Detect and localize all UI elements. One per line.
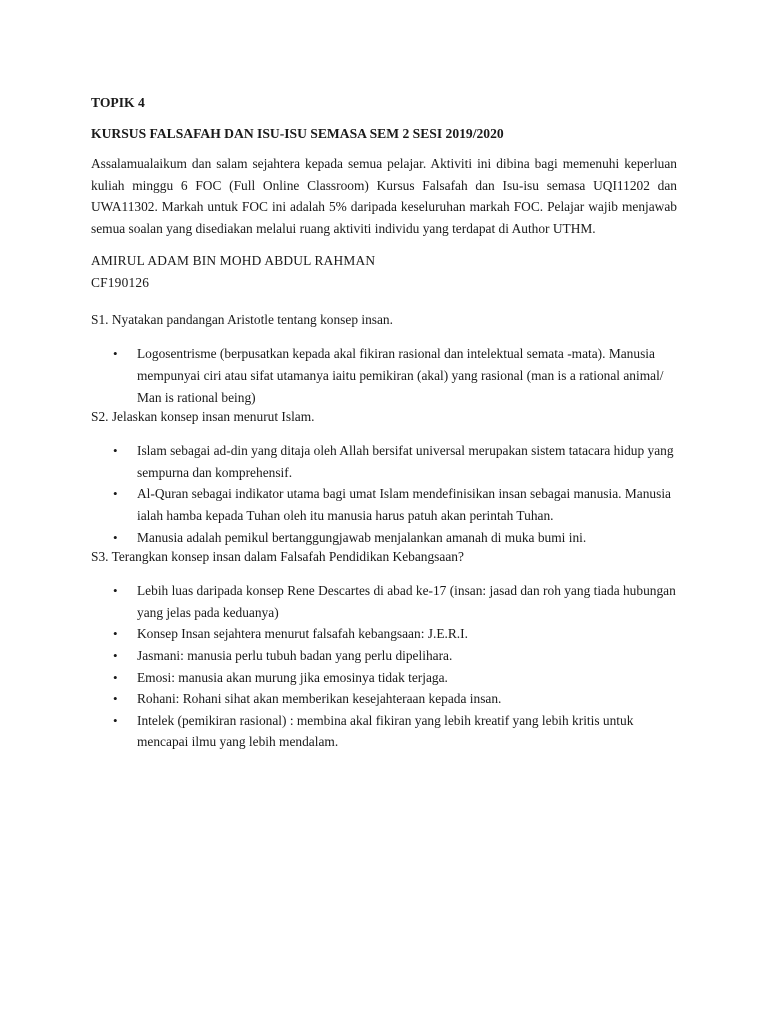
answer-item: [113, 440, 677, 483]
answer-item: [113, 667, 677, 689]
answer-item: [113, 580, 677, 623]
bullet-icon: •: [113, 691, 118, 707]
bullet-icon: •: [113, 712, 118, 728]
bullet-icon: •: [113, 647, 118, 663]
student-name: AMIRUL ADAM BIN MOHD ABDUL RAHMAN: [91, 253, 376, 269]
bullet-icon: •: [113, 529, 118, 545]
answer-text: Al-Quran sebagai indikator utama bagi umat Islam mendefinisikan insan sebagai manusia. Manusia ialah hamba kepada Tuhan oleh itu manusia harus patuh akan perintah Tuhan.: [137, 486, 671, 523]
answer-text: Rohani: Rohani sihat akan memberikan kesejahteraan kepada insan.: [137, 691, 502, 707]
bullet-icon: •: [113, 669, 118, 685]
bullet-icon: •: [113, 626, 118, 642]
answer-text: Jasmani: manusia perlu tubuh badan yang perlu dipelihara.: [137, 647, 453, 663]
answer-item: [113, 343, 677, 408]
answer-item: [113, 688, 677, 710]
course-title: KURSUS FALSAFAH DAN ISU-ISU SEMASA SEM 2 SESI 2019/2020: [91, 126, 504, 141]
answer-item: [113, 483, 677, 526]
answer-item: [113, 527, 677, 549]
student-info: [91, 250, 677, 293]
answer-text: Intelek (pemikiran rasional) : membina akal fikiran yang lebih kreatif yang lebih kritis untuk mencapai ilmu yang lebih mendalam.: [137, 712, 634, 750]
answer-item: [113, 623, 677, 645]
bullet-icon: •: [113, 346, 118, 362]
question-3: S3. Terangkan konsep insan dalam Falsafah Pendidikan Kebangsaan?: [91, 549, 464, 565]
intro-paragraph: Assalamualaikum dan salam sejahtera kepada semua pelajar. Aktiviti ini dibina bagi memenuhi keperluan kuliah minggu 6 FOC (Full Online Classroom) Kursus Falsafah dan Isu-isu semasa UQI11202 dan UWA11302. Markah untuk FOC ini adalah 5% daripada keseluruhan markah FOC. Pelajar wajib menjawab semua soalan yang disediakan melalui ruang aktiviti individu yang terdapat di Author UTHM.: [91, 156, 677, 236]
answer-text: Manusia adalah pemikul bertanggungjawab menjalankan amanah di muka bumi ini.: [137, 529, 587, 545]
answer-text: Islam sebagai ad-din yang ditaja oleh Allah bersifat universal merupakan sistem tatacara hidup yang sempurna dan komprehensif.: [137, 443, 674, 480]
answer-item: [113, 645, 677, 667]
bullet-icon: •: [113, 583, 118, 599]
bullet-icon: •: [113, 486, 118, 502]
answer-list-1: [91, 343, 677, 408]
question-1: S1. Nyatakan pandangan Aristotle tentang konsep insan.: [91, 312, 393, 328]
student-id: CF190126: [91, 274, 150, 290]
answer-text: Logosentrisme (berpusatkan kepada akal fikiran rasional dan intelektual semata -mata). Manusia mempunyai ciri atau sifat utamanya iaitu pemikiran (akal) yang rasional (man is a rational animal/ Man is rational being): [137, 346, 664, 405]
answer-text: Lebih luas daripada konsep Rene Descartes di abad ke-17 (insan: jasad dan roh yang tiada hubungan yang jelas pada keduanya): [137, 583, 676, 620]
answer-text: Emosi: manusia akan murung jika emosinya tidak terjaga.: [137, 669, 448, 685]
document-page: [91, 94, 677, 753]
question-2: S2. Jelaskan konsep insan menurut Islam.: [91, 409, 315, 425]
topic-heading: TOPIK 4: [91, 95, 145, 110]
answer-text: Konsep Insan sejahtera menurut falsafah kebangsaan: J.E.R.I.: [137, 626, 468, 642]
answer-list-2: [91, 440, 677, 548]
answer-item: [113, 710, 677, 753]
bullet-icon: •: [113, 443, 118, 459]
answer-list-3: [91, 580, 677, 753]
